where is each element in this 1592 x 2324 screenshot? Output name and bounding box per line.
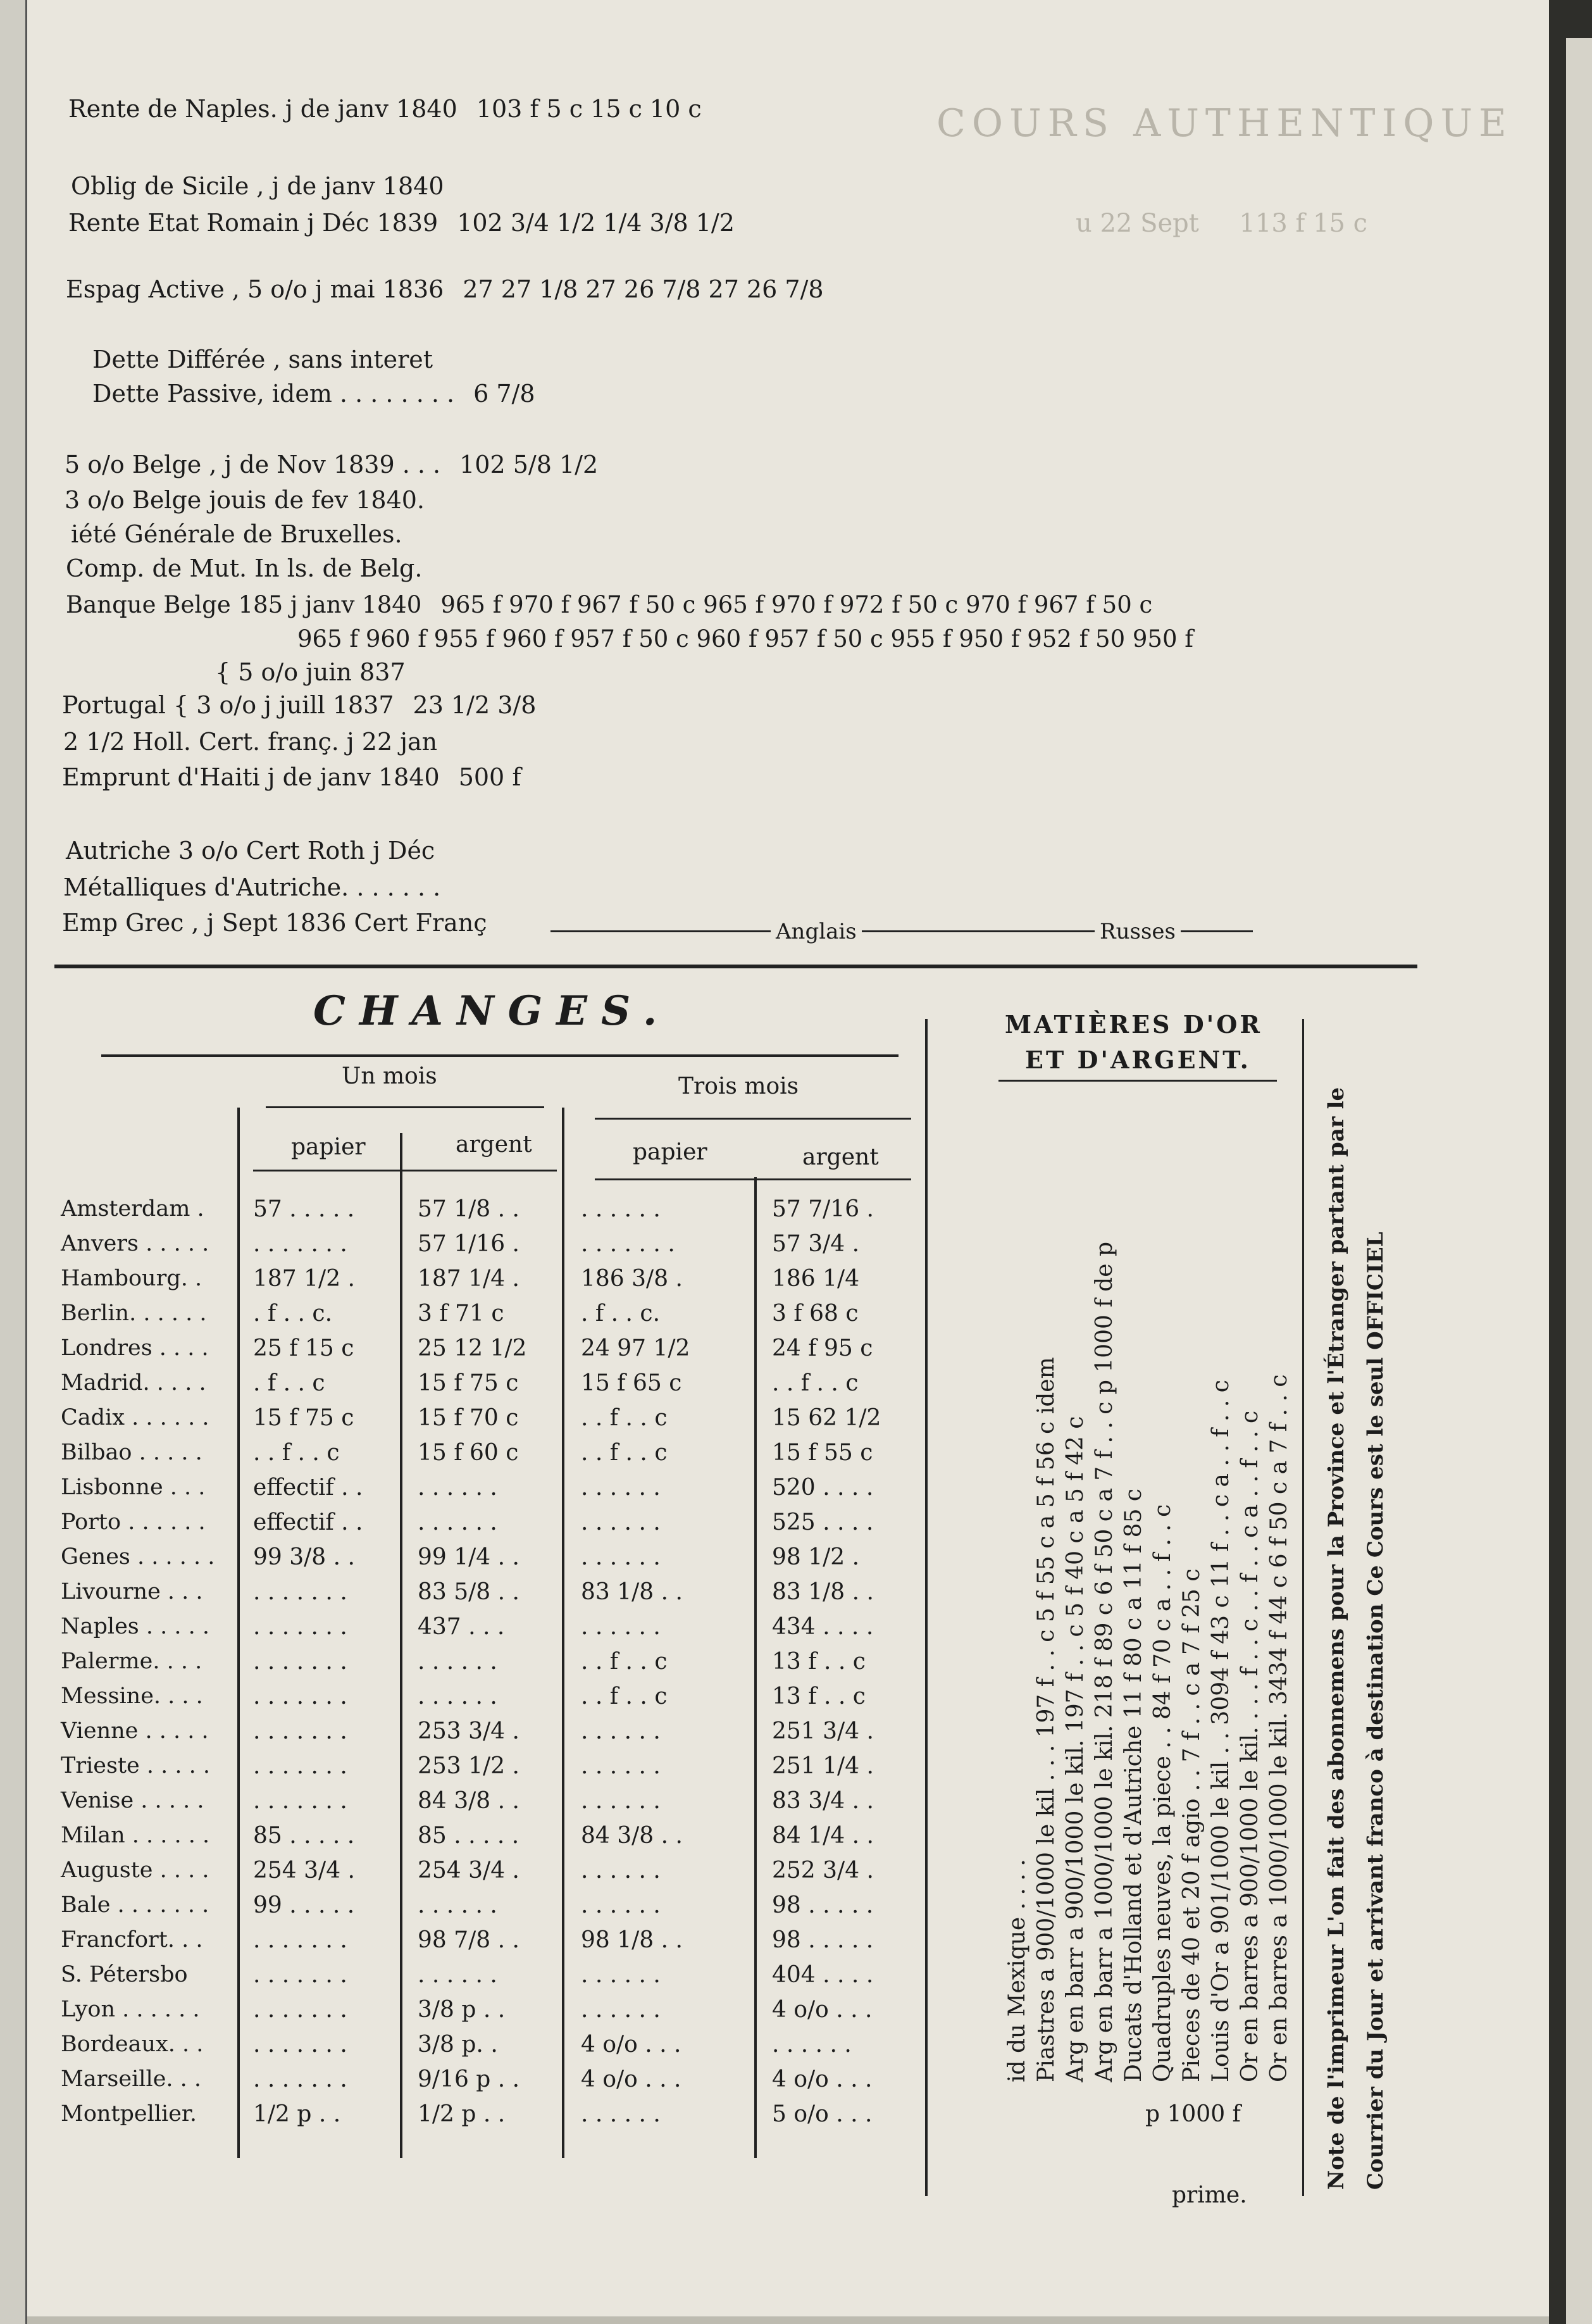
argent-3-mois: 4 o/o . . . [772,2066,873,2092]
argent-1-mois: 83 5/8 . . [418,1579,519,1605]
fund-row: Dette Passive, idem . . . . . . . . 6 7/8 [92,380,535,408]
papier-3-mois: 98 1/8 . . [581,1927,683,1953]
argent-3-mois: 434 . . . . [772,1614,874,1640]
fund-row: Espag Active , 5 o/o j mai 1836 27 27 1/8 27 26 7/8 27 26 7/8 [66,275,824,303]
papier-3-mois: . . . . . . [581,1196,661,1222]
papier-1-mois: . . . . . . . [253,1231,347,1257]
papier-1-mois: 187 1/2 . [253,1266,355,1292]
papier-1-mois: . . . . . . . [253,1788,347,1814]
place-name: Marseille. . . [61,2066,202,2092]
matiere-line: Arg en barr a 1000/1000 le kil. 218 f 89 c 6 f 50 c a 7 f . . c p 1000 f de p [1091,1241,1117,2082]
matieres-title-rule [998,1080,1277,1082]
place-name: Trieste . . . . . [61,1753,210,1778]
argent-1-mois: . . . . . . [418,1649,497,1675]
argent-1-mois: 98 7/8 . . [418,1927,519,1953]
papier-1-mois: . . f . . c [253,1440,340,1466]
papier-3-mois: . . . . . . [581,1892,661,1918]
changes-title: CHANGES. [313,987,671,1035]
argent-1-mois: . . . . . . [418,1892,497,1918]
papier-3-mois: . . . . . . [581,1962,661,1988]
note-rule [1302,1019,1304,2196]
col-rule [562,1108,564,2158]
matiere-line: Or en barres a 1000/1000 le kil. 3434 f 44 c 6 f 50 c a 7 f . . c [1266,1374,1292,2082]
argent-3-mois: 251 3/4 . [772,1718,874,1744]
papier-1-mois: . . . . . . . [253,1753,347,1779]
fund-row: Oblig de Sicile , j de janv 1840 [71,172,444,200]
matiere-line: Louis d'Or a 901/1000 le kil . . 3094 f 43 c 11 f . . c a . . f . . c [1208,1380,1234,2082]
argent-1-mois: 25 12 1/2 [418,1335,527,1361]
papier-3-mois: . . . . . . [581,1788,661,1814]
fund-row: Banque Belge 185 j janv 1840 965 f 970 f 967 f 50 c 965 f 970 f 972 f 50 c 970 f 967 f 50 c [66,591,1153,618]
section-divider [54,965,1417,968]
argent-3-mois: 15 62 1/2 [772,1405,881,1431]
fund-row: { 5 o/o juin 837 [215,658,406,686]
argent-3-mois: 520 . . . . [772,1475,874,1501]
argent-3-mois: 98 . . . . . [772,1892,874,1918]
papier-1-mois: 254 3/4 . [253,1858,355,1884]
place-name: Lyon . . . . . . [61,1997,200,2022]
argent-1-mois: 15 f 60 c [418,1440,519,1466]
argent-1-mois: 99 1/4 . . [418,1544,519,1570]
argent-3-mois: 251 1/4 . [772,1753,874,1779]
grec-russes-label: Russes [1095,918,1181,946]
matiere-line: Or en barres a 900/1000 le kil. . . . f . . c . . f . . c a . . f . . c [1237,1410,1263,2082]
argent-3-mois: 3 f 68 c [772,1301,859,1327]
argent-1-mois: 187 1/4 . [418,1266,519,1292]
fund-row: Rente Etat Romain j Déc 1839 102 3/4 1/2 1/4 3/8 1/2 [68,209,735,237]
place-name: Vienne . . . . . [61,1718,209,1744]
papier-1-mois: 99 3/8 . . [253,1544,355,1570]
argent-1-mois: 15 f 70 c [418,1405,519,1431]
col-rule [400,1133,402,2158]
papier-1-mois: . . . . . . . [253,1962,347,1988]
fund-row: Emprunt d'Haiti j de janv 1840 500 f [62,763,521,791]
papier-1-mois: . . . . . . . [253,1718,347,1744]
papier-1-mois: . . . . . . . [253,1684,347,1709]
argent-1-mois: 437 . . . [418,1614,505,1640]
argent-3-mois: 98 1/2 . [772,1544,860,1570]
fund-row: 5 o/o Belge , j de Nov 1839 . . . 102 5/8 1/2 [65,451,599,478]
trois-mois-brace [595,1118,911,1120]
argent-1-mois: 9/16 p . . [418,2066,520,2092]
argent-header-1: argent [456,1132,532,1158]
papier-3-mois: . . . . . . [581,1718,661,1744]
fund-row: iété Générale de Bruxelles. [71,520,402,548]
argent-1-mois: 253 1/2 . [418,1753,519,1779]
place-name: Messine. . . . [61,1684,203,1709]
papier-1-mois: 85 . . . . . [253,1823,355,1849]
papier-3-mois: . . f . . c [581,1649,668,1675]
papier-3-mois: . . . . . . [581,1475,661,1501]
col-rule [925,1019,928,2196]
matiere-line: Quadruples neuves, la piece . . 84 f 70 c a . . f . . c [1150,1504,1176,2082]
place-name: Cadix . . . . . . [61,1405,209,1430]
papier-3-mois: . . f . . c [581,1684,668,1709]
place-name: Milan . . . . . . [61,1823,210,1848]
papier-3-mois: . . . . . . . [581,1231,675,1257]
argent-1-mois: 57 1/16 . [418,1231,519,1257]
place-name: Bale . . . . . . . [61,1892,209,1918]
matiere-line: id du Mexique . . . . [1004,1859,1030,2082]
place-name: Lisbonne . . . [61,1475,206,1500]
argent-1-mois: . . . . . . [418,1509,497,1535]
papier-3-mois: . . . . . . [581,1997,661,2023]
papier-3-mois: 83 1/8 . . [581,1579,683,1605]
papier-1-mois: 57 . . . . . [253,1196,355,1222]
papier-1-mois: . . . . . . . [253,1614,347,1640]
place-name: Anvers . . . . . [61,1231,209,1256]
papier-1-mois: 15 f 75 c [253,1405,354,1431]
place-name: Porto . . . . . . [61,1509,206,1535]
papier-1-mois: . . . . . . . [253,2032,347,2058]
place-name: Auguste . . . . [61,1858,209,1883]
prime-label: prime. [1172,2182,1247,2208]
next-page-edge [1566,38,1592,2324]
trois-mois-header: Trois mois [678,1073,799,1099]
argent-3-mois: 404 . . . . [772,1962,874,1988]
papier-3-mois: . . f . . c [581,1405,668,1431]
place-name: Hambourg. . [61,1266,202,1291]
papier-1-mois: . . . . . . . [253,1997,347,2023]
matieres-title-1: MATIÈRES D'OR [1005,1010,1262,1039]
argent-3-mois: . . f . . c [772,1370,859,1396]
argent-1-mois: 57 1/8 . . [418,1196,519,1222]
binding-edge [0,0,27,2324]
p1000-label: p 1000 f [1145,2101,1241,2127]
subhead-rule-1 [253,1170,557,1171]
place-name: Genes . . . . . . [61,1544,215,1570]
argent-3-mois: . . . . . . [772,2032,852,2058]
papier-3-mois: 4 o/o . . . [581,2032,681,2058]
papier-3-mois: . . . . . . [581,1544,661,1570]
papier-3-mois: 84 3/8 . . [581,1823,683,1849]
place-name: Amsterdam . [61,1196,204,1221]
fund-row: Rente de Naples. j de janv 1840 103 f 5 c 15 c 10 c [68,95,702,123]
papier-3-mois: 15 f 65 c [581,1370,682,1396]
papier-1-mois: . . . . . . . [253,1927,347,1953]
papier-3-mois: . . f . . c [581,1440,668,1466]
papier-1-mois: 25 f 15 c [253,1335,354,1361]
argent-1-mois: 84 3/8 . . [418,1788,519,1814]
argent-1-mois: . . . . . . [418,1962,497,1988]
argent-3-mois: 57 7/16 . [772,1196,874,1222]
fund-row: Dette Différée , sans interet [92,346,433,373]
argent-1-mois: . . . . . . [418,1684,497,1709]
papier-1-mois: 1/2 p . . [253,2101,341,2127]
fund-row: Métalliques d'Autriche. . . . . . . [63,873,441,901]
place-name: Bordeaux. . . [61,2032,204,2057]
argent-3-mois: 84 1/4 . . [772,1823,874,1849]
papier-3-mois: 186 3/8 . [581,1266,683,1292]
subhead-rule-3 [595,1178,911,1180]
papier-3-mois: . . . . . . [581,1509,661,1535]
printer-note-line2: Courrier du Jour et arrivant franco à destination Ce Cours est le seul OFFICIEL [1363,1232,1388,2190]
argent-3-mois: 83 3/4 . . [772,1788,874,1814]
matieres-title-2: ET D'ARGENT. [1025,1046,1251,1074]
grec-anglais-label: Anglais [771,918,862,946]
argent-1-mois: 85 . . . . . [418,1823,519,1849]
fund-row: 3 o/o Belge jouis de fev 1840. [65,486,425,514]
argent-3-mois: 525 . . . . [772,1509,874,1535]
fund-row: Comp. de Mut. In ls. de Belg. [66,554,423,582]
papier-1-mois: . f . . c [253,1370,325,1396]
papier-3-mois: 24 97 1/2 [581,1335,690,1361]
argent-1-mois: 3/8 p . . [418,1997,506,2023]
col-rule [754,1177,757,2158]
papier-1-mois: effectif . . [253,1509,363,1535]
place-name: Bilbao . . . . . [61,1440,202,1465]
printer-note-line1: Note de l'imprimeur L'on fait des abonnemens pour la Province et l'Étranger partant par le [1324,1087,1349,2190]
matiere-line: Arg en barr a 900/1000 le kil. 197 f . . c 5 f 40 c a 5 f 42 c [1062,1416,1088,2082]
papier-1-mois: . . . . . . . [253,1579,347,1605]
un-mois-brace [266,1106,544,1108]
papier-1-mois: . . . . . . . [253,1649,347,1675]
argent-1-mois: . . . . . . [418,1475,497,1501]
place-name: Madrid. . . . . [61,1370,206,1396]
argent-1-mois: 3 f 71 c [418,1301,504,1327]
argent-3-mois: 98 . . . . . [772,1927,874,1953]
papier-header-3: papier [633,1139,707,1165]
fund-row: Autriche 3 o/o Cert Roth j Déc [66,837,435,865]
place-name: Berlin. . . . . . [61,1301,207,1326]
argent-3-mois: 13 f . . c [772,1649,866,1675]
argent-3-mois: 15 f 55 c [772,1440,873,1466]
argent-3-mois: 57 3/4 . [772,1231,860,1257]
argent-1-mois: 1/2 p . . [418,2101,506,2127]
fund-row: Emp Grec , j Sept 1836 Cert Franç [62,909,487,937]
argent-3-mois: 83 1/8 . . [772,1579,874,1605]
place-name: Francfort. . . [61,1927,203,1952]
papier-3-mois: . . . . . . [581,1614,661,1640]
place-name: Palerme. . . . [61,1649,202,1674]
papier-1-mois: . f . . c. [253,1301,333,1327]
argent-3-mois: 13 f . . c [772,1684,866,1709]
place-name: Londres . . . . [61,1335,209,1361]
argent-3-mois: 252 3/4 . [772,1858,874,1884]
papier-3-mois: 4 o/o . . . [581,2066,681,2092]
fund-row: Portugal { 3 o/o j juill 1837 23 1/2 3/8 [62,691,537,719]
place-name: S. Pétersbo [61,1962,188,1987]
papier-3-mois: . f . . c. [581,1301,661,1327]
matiere-line: Pieces de 40 et 20 f agio . . 7 f . . c a 7 f 25 c [1179,1568,1205,2082]
argent-header-3: argent [802,1144,879,1170]
papier-header-1: papier [291,1134,366,1160]
argent-3-mois: 24 f 95 c [772,1335,873,1361]
fund-row: 2 1/2 Holl. Cert. franç. j 22 jan [63,728,438,756]
argent-3-mois: 4 o/o . . . [772,1997,873,2023]
argent-1-mois: 15 f 75 c [418,1370,519,1396]
col-rule [237,1108,240,2158]
argent-3-mois: 5 o/o . . . [772,2101,873,2127]
bleed-through-title: COURS AUTHENTIQUE [936,101,1513,146]
place-name: Naples . . . . . [61,1614,210,1639]
place-name: Montpellier. [61,2101,197,2127]
changes-title-rule [101,1054,899,1057]
fund-row: 965 f 960 f 955 f 960 f 957 f 50 c 960 f 957 f 50 c 955 f 950 f 952 f 50 950 f [297,625,1193,653]
papier-3-mois: . . . . . . [581,2101,661,2127]
papier-3-mois: . . . . . . [581,1753,661,1779]
argent-1-mois: 3/8 p. . [418,2032,498,2058]
papier-1-mois: effectif . . [253,1475,363,1501]
papier-1-mois: 99 . . . . . [253,1892,355,1918]
matiere-line: Ducats d'Holland et d'Autriche 11 f 80 c a 11 f 85 c [1121,1488,1147,2082]
place-name: Venise . . . . . [61,1788,204,1813]
matiere-line: Piastres a 900/1000 le kil . . . 197 f . . c 5 f 55 c a 5 f 56 c idem [1033,1357,1059,2082]
argent-1-mois: 254 3/4 . [418,1858,519,1884]
argent-3-mois: 186 1/4 [772,1266,860,1292]
un-mois-header: Un mois [342,1063,437,1089]
papier-3-mois: . . . . . . [581,1858,661,1884]
bleed-through-text: u 22 Sept 113 f 15 c [1076,209,1368,238]
papier-1-mois: . . . . . . . [253,2066,347,2092]
place-name: Livourne . . . [61,1579,203,1604]
argent-1-mois: 253 3/4 . [418,1718,519,1744]
